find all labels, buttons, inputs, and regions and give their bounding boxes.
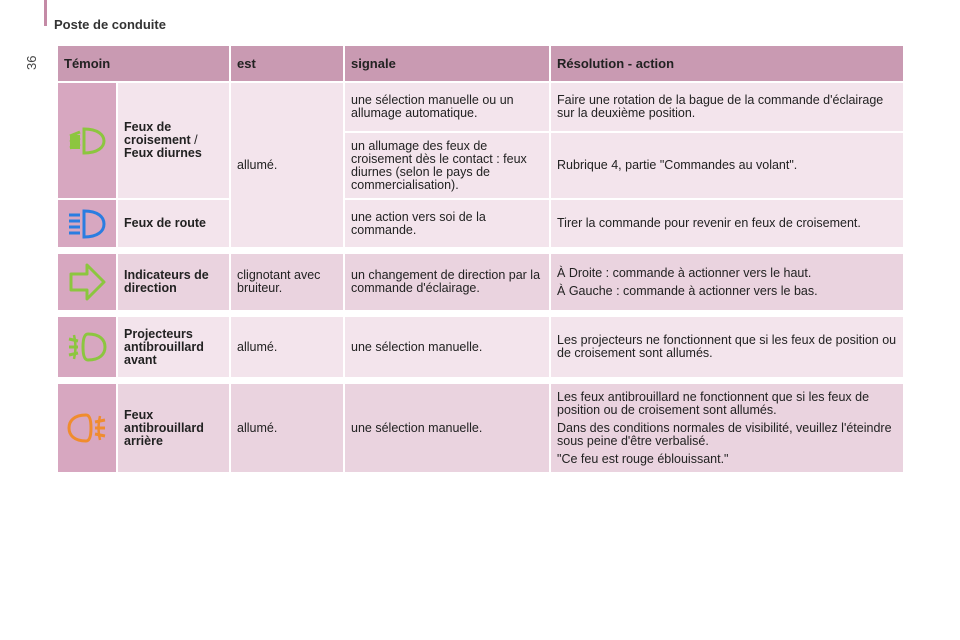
action-text: À Gauche : commande à actionner vers le bas. (557, 283, 818, 298)
table-row (57, 253, 904, 311)
header-est: est (230, 45, 344, 82)
table-row (57, 316, 904, 378)
icon-cell-indicators (57, 253, 117, 311)
signal-cell: une sélection manuelle. (344, 316, 550, 378)
light-name-rear-fog: Feux antibrouillard arrière (117, 383, 230, 473)
action-text: Les feux antibrouillard ne fonctionnent que si les feux de position ou de croisement sont allumés. (557, 389, 870, 417)
table-header-row (57, 45, 904, 82)
signal-cell: un allumage des feux de croisement dès le contact : feux diurnes (selon le pays de commercialisation). (344, 132, 550, 199)
signal-cell: un changement de direction par la commande d'éclairage. (344, 253, 550, 311)
light-name-indicators: Indicateurs de direction (117, 253, 230, 311)
action-cell: Tirer la commande pour revenir en feux de croisement. (550, 199, 904, 248)
icon-cell-dipped (57, 82, 117, 199)
name-separator: / (190, 133, 198, 147)
icon-cell-rear-fog (57, 383, 117, 473)
dipped-beam-icon (64, 123, 110, 159)
state-cell: clignotant avec bruiteur. (230, 253, 344, 311)
margin-accent-bar (44, 0, 47, 26)
rear-fog-icon (64, 410, 110, 446)
state-cell: allumé. (230, 316, 344, 378)
state-cell: allumé. (230, 383, 344, 473)
icon-cell-main (57, 199, 117, 248)
action-cell: Faire une rotation de la bague de la commande d'éclairage sur la deuxième position. (550, 82, 904, 132)
light-name-drl-text: Feux diurnes (124, 146, 202, 160)
signal-cell: une sélection manuelle. (344, 383, 550, 473)
table-row (57, 383, 904, 473)
header-signale: signale (344, 45, 550, 82)
front-fog-icon (64, 329, 110, 365)
light-name-dipped (117, 82, 230, 199)
light-name-main: Feux de route (117, 199, 230, 248)
action-text: À Droite : commande à actionner vers le haut. (557, 265, 812, 280)
main-beam-icon (64, 207, 110, 241)
direction-indicator-icon (65, 260, 109, 304)
light-name-front-fog: Projecteurs antibrouillard avant (117, 316, 230, 378)
signal-cell: une action vers soi de la commande. (344, 199, 550, 248)
light-name-dipped-text: Feux de croisement (124, 120, 191, 147)
action-text: "Ce feu est rouge éblouissant." (557, 451, 729, 466)
action-cell: Rubrique 4, partie "Commandes au volant". (550, 132, 904, 199)
table-row (57, 82, 904, 132)
action-cell: Les projecteurs ne fonctionnent que si les feux de position ou de croisement sont allumés. (550, 316, 904, 378)
action-text: Dans des conditions normales de visibilité, veuillez l'éteindre sous peine d'être verbalisé. (557, 420, 892, 448)
action-cell (550, 253, 904, 311)
icon-cell-front-fog (57, 316, 117, 378)
state-cell-group1: allumé. (230, 82, 344, 248)
signal-cell: une sélection manuelle ou un allumage automatique. (344, 82, 550, 132)
page-number: 36 (24, 55, 39, 70)
action-cell (550, 383, 904, 473)
section-title: Poste de conduite (54, 17, 166, 32)
table-row (57, 199, 904, 248)
header-resolution: Résolution - action (550, 45, 904, 82)
warning-lights-table (56, 44, 905, 474)
header-temoin: Témoin (57, 45, 230, 82)
